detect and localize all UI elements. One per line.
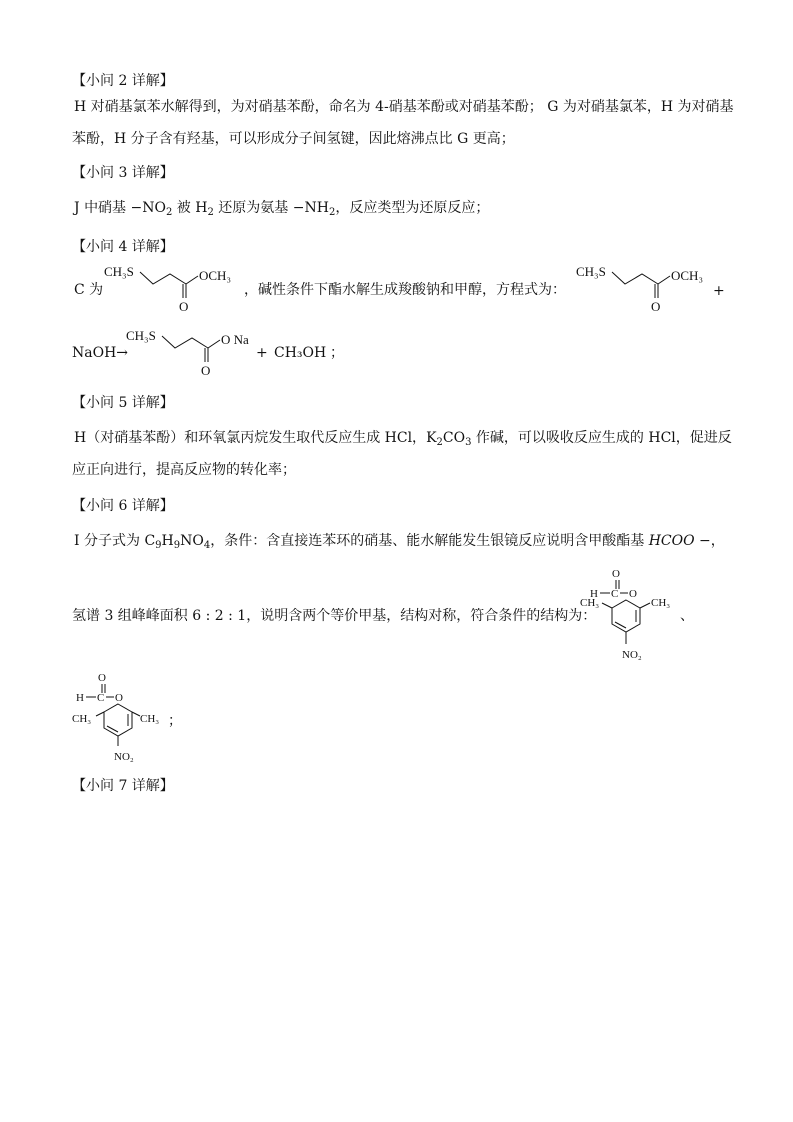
svg-text:O: O	[179, 299, 189, 314]
svg-text:NO₂: NO₂	[622, 649, 642, 661]
q4-plus-1: +	[713, 283, 725, 299]
isomer-structure-2	[66, 670, 170, 766]
svg-text:H: H	[590, 588, 598, 600]
svg-text:CH₃S: CH₃S	[576, 264, 606, 279]
section-heading-q5: 【小问 5 详解】	[72, 395, 174, 411]
svg-text:CH₃: CH₃	[651, 597, 671, 609]
nitro-formula: $-NO_2$	[130, 200, 173, 218]
section-heading-q3: 【小问 3 详解】	[72, 165, 174, 181]
q6-separator: 、	[680, 608, 694, 624]
svg-text:CH₃: CH₃	[72, 713, 92, 725]
k2co3-formula: $K_2CO_3$	[426, 430, 472, 448]
svg-text:O: O	[612, 568, 620, 580]
svg-text:CH₃S: CH₃S	[104, 264, 134, 279]
q4-end: ；	[330, 345, 344, 361]
svg-text:O: O	[629, 588, 637, 600]
svg-text:CH₃S: CH₃S	[126, 328, 156, 343]
section-heading-q6: 【小问 6 详解】	[72, 498, 174, 514]
svg-text:OCH₃: OCH₃	[671, 268, 703, 283]
svg-text:NO₂: NO₂	[114, 751, 134, 763]
q3-text-2: 被 H	[172, 200, 208, 216]
formate-group: HCOO −	[648, 533, 711, 549]
svg-text:O: O	[201, 363, 211, 378]
q4-c-label: C 为	[74, 282, 104, 298]
section-heading-q4: 【小问 4 详解】	[72, 239, 174, 255]
ester-structure-c	[100, 262, 245, 314]
svg-text:H: H	[76, 692, 84, 704]
svg-text:O: O	[651, 299, 661, 314]
svg-text:CH₃: CH₃	[140, 713, 160, 725]
q5-line2: 应正向进行，提高反应物的转化率；	[72, 462, 296, 478]
q6-line1: I 分子式为 $C_9H_9NO_4$，条件：含直接连苯环的硝基、能水解能发生银镜反应说明含甲酸酯基 HCOO −，	[74, 533, 725, 551]
amino-formula: $-NH_2$	[292, 200, 336, 218]
q4-plus-2: +	[256, 345, 268, 361]
q3-text-1: J 中硝基	[74, 200, 131, 216]
ester-structure-reactant	[572, 262, 717, 314]
svg-text:C: C	[611, 588, 619, 600]
svg-text:CH₃: CH₃	[580, 597, 600, 609]
q2-line1: H 对硝基氯苯水解得到，为对硝基苯酚，命名为 4-硝基苯酚或对硝基苯酚； G 为对硝基氯苯，H 为对硝基	[74, 99, 734, 115]
q2-line2: 苯酚，H 分子含有羟基，可以形成分子间氢键，因此熔沸点比 G 更高；	[72, 131, 515, 147]
q4-naoh: NaOH→	[72, 345, 129, 361]
q5-line1: H（对硝基苯酚）和环氧氯丙烷发生取代反应生成 HCl，$K_2CO_3$ 作碱，可以吸收反应生成的 HCl，促进反	[74, 430, 732, 448]
section-heading-q2: 【小问 2 详解】	[72, 73, 174, 89]
section-heading-q7: 【小问 7 详解】	[72, 778, 174, 794]
svg-text:O: O	[115, 692, 123, 704]
methanol-formula: CH₃OH	[274, 345, 327, 361]
q4-mid-text: ，碱性条件下酯水解生成羧酸钠和甲醇，方程式为：	[244, 282, 566, 298]
svg-text:O Na: O Na	[221, 332, 249, 347]
svg-text:O: O	[98, 672, 106, 684]
svg-text:C: C	[97, 692, 105, 704]
svg-text:OCH₃: OCH₃	[199, 268, 231, 283]
q3-text-4: ，反应类型为还原反应；	[335, 200, 490, 216]
carboxylate-structure	[122, 326, 260, 378]
q6-end: ；	[168, 713, 182, 729]
q3-line: J 中硝基 $-NO_2$ 被 $H_2$ 还原为氨基 $-NH_2$，反应类型为还原反应；	[74, 200, 490, 218]
q3-text-3: 还原为氨基	[213, 200, 293, 216]
isomer-structure-1	[570, 566, 682, 664]
q6-line2: 氢谱 3 组峰峰面积 6 : 2 : 1，说明含两个等价甲基，结构对称，符合条件的结构为：	[72, 608, 597, 624]
molecular-formula: $C_9H_9NO_4$	[144, 533, 211, 551]
